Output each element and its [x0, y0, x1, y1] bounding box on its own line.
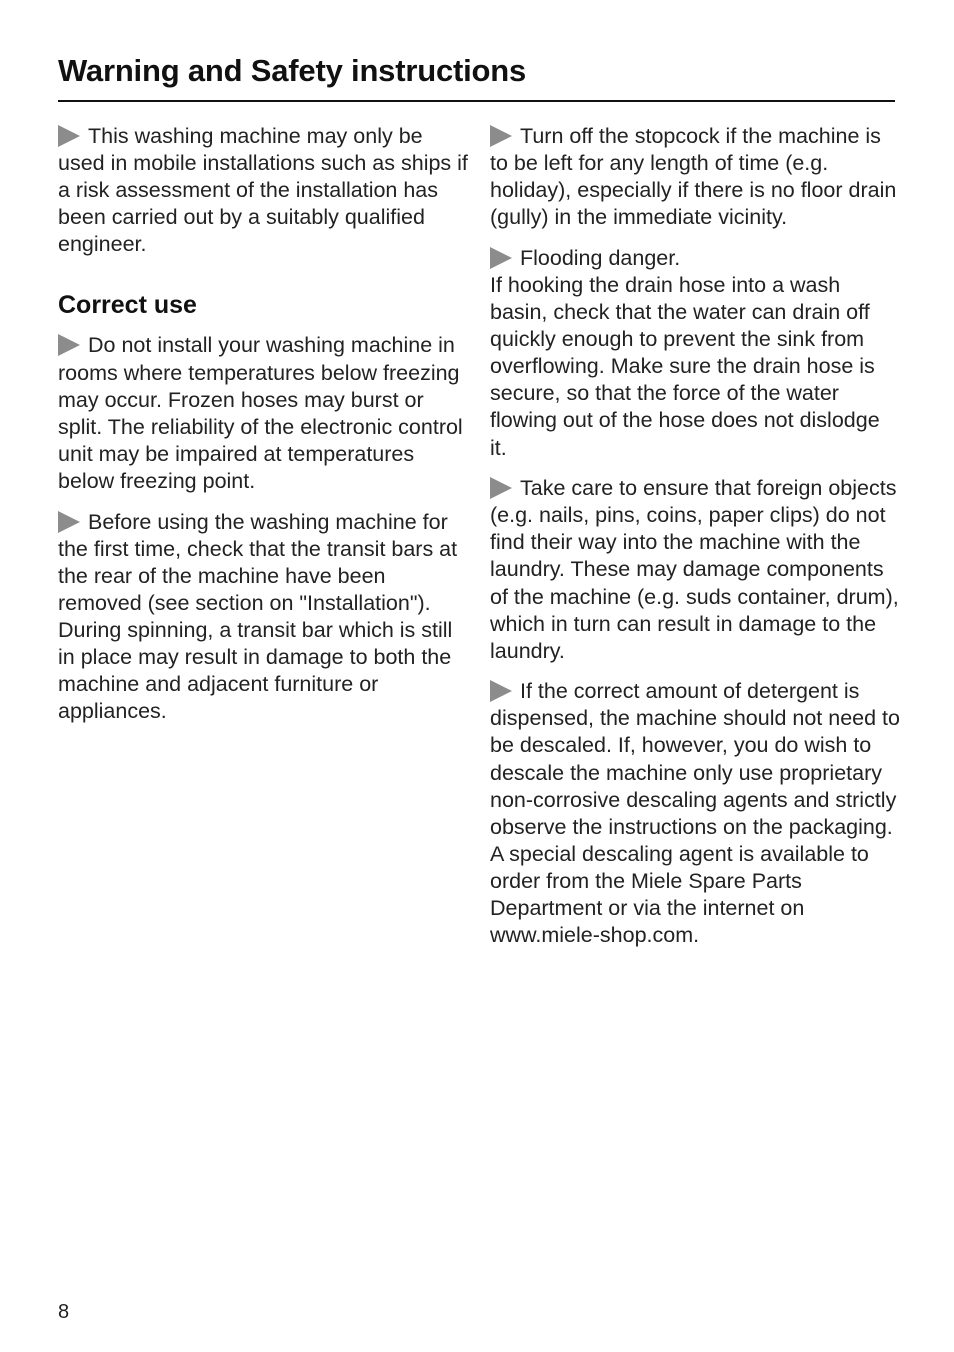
- list-item: [490, 678, 900, 949]
- left-column: [58, 123, 468, 739]
- list-item: [58, 509, 468, 726]
- list-item-text: If the correct amount of detergent is dispensed, the machine should not need to be descaled. If, however, you do wish to descale the machine only use proprietary non-corrosive descaling agents and strictly observe the instructions on the packaging. A special descaling agent is available to order from the Miele Spare Parts Department or via the internet on www.miele-shop.com.: [490, 679, 900, 948]
- list-item-text: Do not install your washing machine in rooms where temperatures below freezing may occur. Frozen hoses may burst or split. The reliability of the electronic control unit may be impaired at temperatures below freezing point.: [58, 333, 463, 493]
- intro-paragraph: [58, 123, 468, 258]
- list-item: [58, 332, 468, 495]
- list-item: [490, 245, 900, 462]
- triangle-bullet-icon: [58, 334, 80, 356]
- right-column: [490, 123, 900, 963]
- list-item-lead: Flooding danger.: [520, 245, 681, 270]
- list-item-text: Turn off the stopcock if the machine is to be left for any length of time (e.g. holiday), especially if there is no floor drain (gully) in the immediate vicinity.: [490, 124, 897, 230]
- triangle-bullet-icon: [490, 247, 512, 269]
- list-item-text: Before using the washing machine for the first time, check that the transit bars at the rear of the machine have been removed (see section on "Installation"). During spinning, a transit bar which is still in place may result in damage to both the machine and adjacent furniture or appliances.: [58, 509, 458, 724]
- list-item-body: If hooking the drain hose into a wash basin, check that the water can drain off quickly enough to prevent the sink from overflowing. Make sure the drain hose is secure, so that the force of the water flowing out of the hose does not dislodge it.: [490, 272, 880, 460]
- triangle-bullet-icon: [58, 511, 80, 533]
- triangle-bullet-icon: [490, 477, 512, 499]
- section-heading-correct-use: Correct use: [58, 291, 197, 320]
- triangle-bullet-icon: [58, 125, 80, 147]
- title-divider: [58, 100, 895, 102]
- triangle-bullet-icon: [490, 680, 512, 702]
- page-title: Warning and Safety instructions: [58, 53, 527, 88]
- intro-text: This washing machine may only be used in mobile installations such as ships if a risk assessment of the installation has been carried out by a suitably qualified engineer.: [58, 124, 468, 257]
- triangle-bullet-icon: [490, 125, 512, 147]
- list-item-text: Take care to ensure that foreign objects (e.g. nails, pins, coins, paper clips) do not find their way into the machine with the laundry. These may damage components of the machine (e.g. suds container, drum), which in turn can result in damage to the laundry.: [490, 476, 899, 663]
- page-number: 8: [58, 1301, 70, 1323]
- list-item: [490, 475, 900, 665]
- list-item: [490, 123, 900, 231]
